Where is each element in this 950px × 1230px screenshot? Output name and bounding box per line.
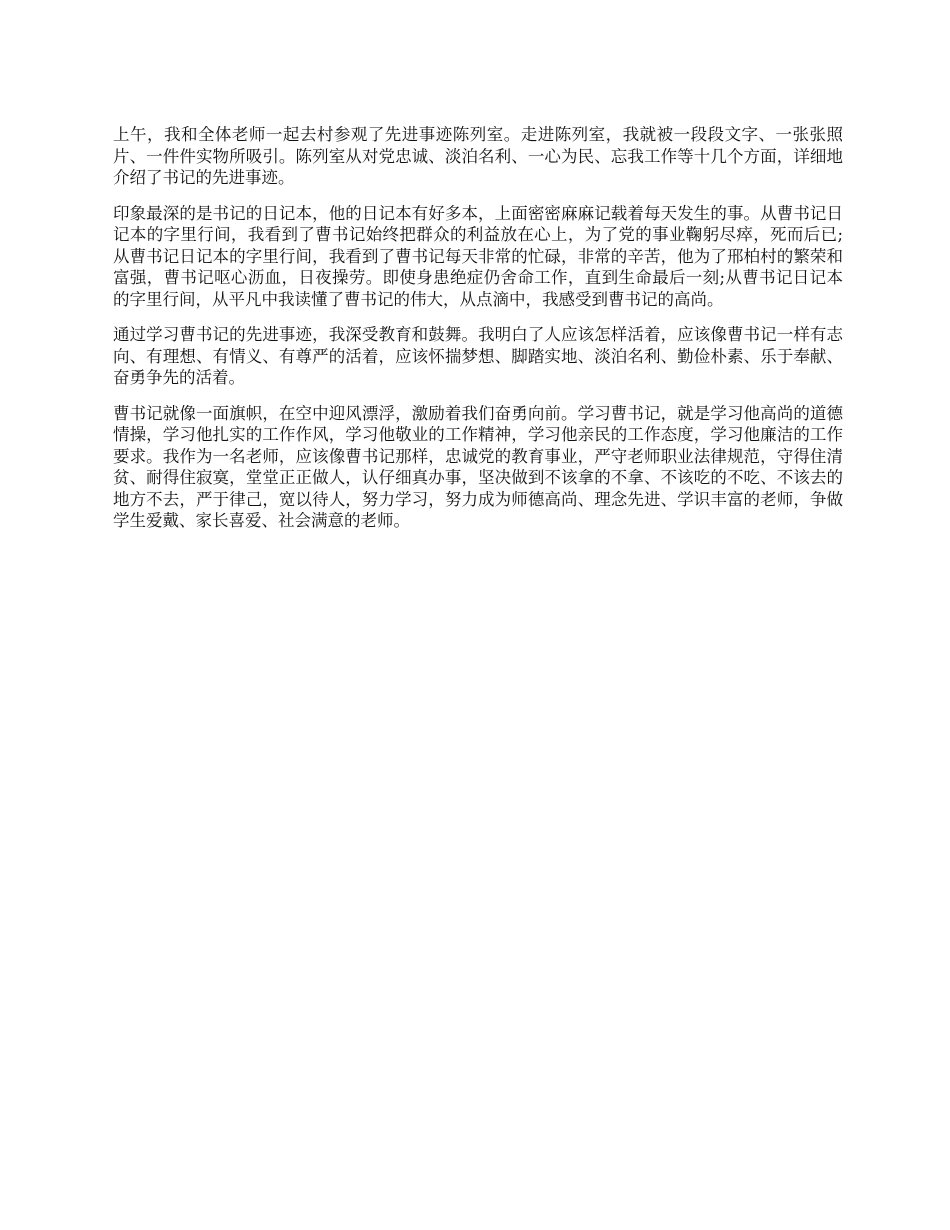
paragraph-4: 曹书记就像一面旗帜，在空中迎风漂浮，激励着我们奋勇向前。学习曹书记，就是学习他高尚的道德情操，学习他扎实的工作作风，学习他敬业的工作精神，学习他亲民的工作态度，学习他廉洁的工作要求。我作为一名老师，应该像曹书记那样，忠诚党的教育事业，严守老师职业法律规范，守得住清贫、耐得住寂寞，堂堂正正做人，认仔细真办事，坚决做到不该拿的不拿、不该吃的不吃、不该去的地方不去，严于律己，宽以待人，努力学习，努力成为师德高尚、理念先进、学识丰富的老师，争做学生爱戴、家长喜爱、社会满意的老师。 bbox=[113, 403, 843, 530]
paragraph-3: 通过学习曹书记的先进事迹，我深受教育和鼓舞。我明白了人应该怎样活着，应该像曹书记一样有志向、有理想、有情义、有尊严的活着，应该怀揣梦想、脚踏实地、淡泊名利、勤俭朴素、乐于奉献、奋勇争先的活着。 bbox=[113, 325, 843, 387]
paragraph-1: 上午，我和全体老师一起去村参观了先进事迹陈列室。走进陈列室，我就被一段段文字、一张张照片、一件件实物所吸引。陈列室从对党忠诚、淡泊名利、一心为民、忘我工作等十几个方面，详细地介绍了书记的先进事迹。 bbox=[113, 125, 843, 187]
paragraph-2: 印象最深的是书记的日记本，他的日记本有好多本，上面密密麻麻记载着每天发生的事。从曹书记日记本的字里行间，我看到了曹书记始终把群众的利益放在心上，为了党的事业鞠躬尽瘁，死而后已;从曹书记日记本的字里行间，我看到了曹书记每天非常的忙碌，非常的辛苦，他为了邢柏村的繁荣和富强，曹书记呕心沥血，日夜操劳。即使身患绝症仍舍命工作，直到生命最后一刻;从曹书记日记本的字里行间，从平凡中我读懂了曹书记的伟大，从点滴中，我感受到曹书记的高尚。 bbox=[113, 203, 843, 309]
document-body bbox=[113, 124, 843, 546]
